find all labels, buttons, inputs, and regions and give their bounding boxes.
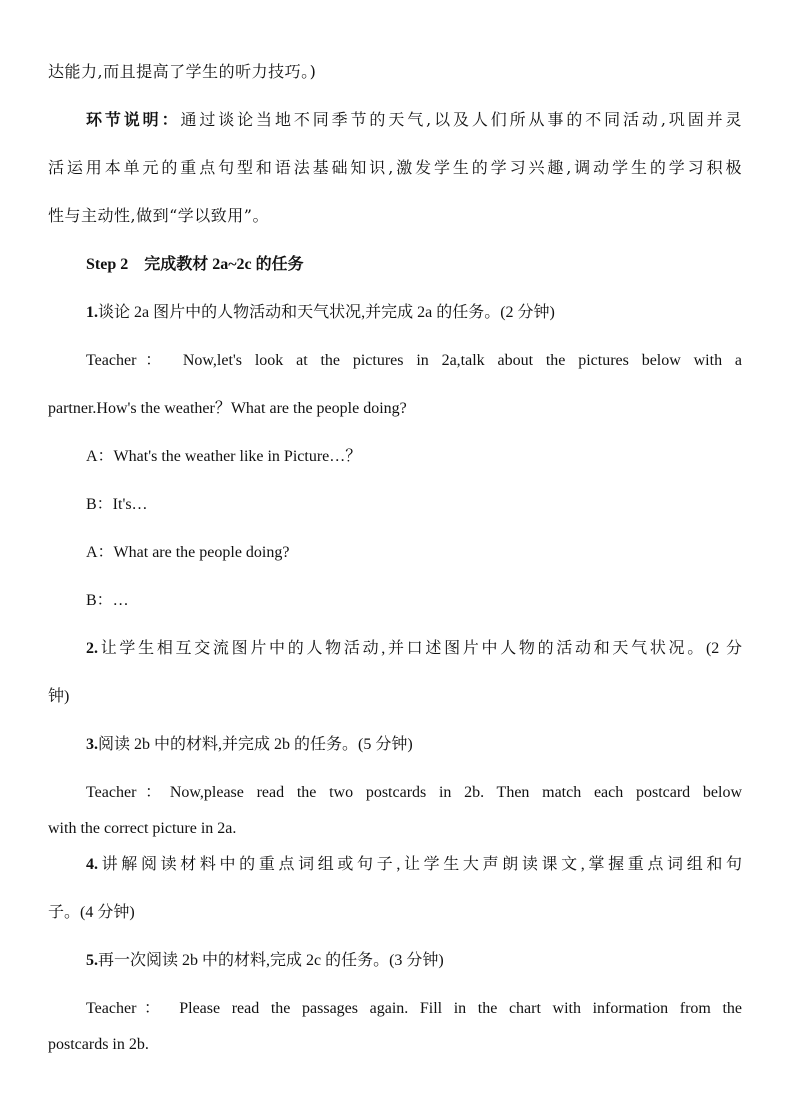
paragraph-line: 达能力,而且提高了学生的听力技巧。): [48, 62, 317, 81]
section-note-label: 环节说明：: [86, 110, 181, 129]
dialogue-line: A：What's the weather like in Picture…？: [86, 448, 362, 465]
dialogue-line: with the correct picture in 2a.: [48, 820, 237, 837]
paragraph-line: 钟): [48, 688, 70, 705]
dialogue-line: B：It's…: [86, 496, 148, 513]
dialogue-line: Teacher：Now,please read the two postcards in 2b. Then match each postcard below: [86, 784, 742, 801]
task-item: 3.阅读 2b 中的材料,并完成 2b 的任务。(5 分钟): [86, 736, 413, 753]
task-item: 4.讲解阅读材料中的重点词组或句子,让学生大声朗读课文,掌握重点词组和句: [86, 856, 742, 873]
dialogue-line: postcards in 2b.: [48, 1036, 149, 1053]
paragraph-line: 性与主动性,做到“学以致用”。: [48, 206, 269, 225]
dialogue-line: Teacher： Now,let's look at the pictures in 2a,talk about the pictures below with a: [86, 352, 742, 369]
dialogue-line: partner.How's the weather？What are the people doing?: [48, 400, 407, 417]
paragraph-line: 子。(4 分钟): [48, 904, 135, 921]
dialogue-line: A：What are the people doing?: [86, 544, 290, 561]
task-item: 2.让学生相互交流图片中的人物活动,并口述图片中人物的活动和天气状况。(2 分: [86, 640, 742, 657]
task-item: 1.谈论 2a 图片中的人物活动和天气状况,并完成 2a 的任务。(2 分钟): [86, 304, 555, 321]
dialogue-line: Teacher： Please read the passages again. Fill in the chart with information from the: [86, 1000, 742, 1017]
task-item: 5.再一次阅读 2b 中的材料,完成 2c 的任务。(3 分钟): [86, 952, 444, 969]
dialogue-line: B：…: [86, 592, 129, 609]
paragraph-line: 活运用本单元的重点句型和语法基础知识,激发学生的学习兴趣,调动学生的学习积极: [48, 158, 742, 177]
section-note-line: 环节说明：通过谈论当地不同季节的天气,以及人们所从事的不同活动,巩固并灵: [86, 110, 742, 129]
step-heading: Step 2 完成教材 2a~2c 的任务: [86, 256, 304, 273]
